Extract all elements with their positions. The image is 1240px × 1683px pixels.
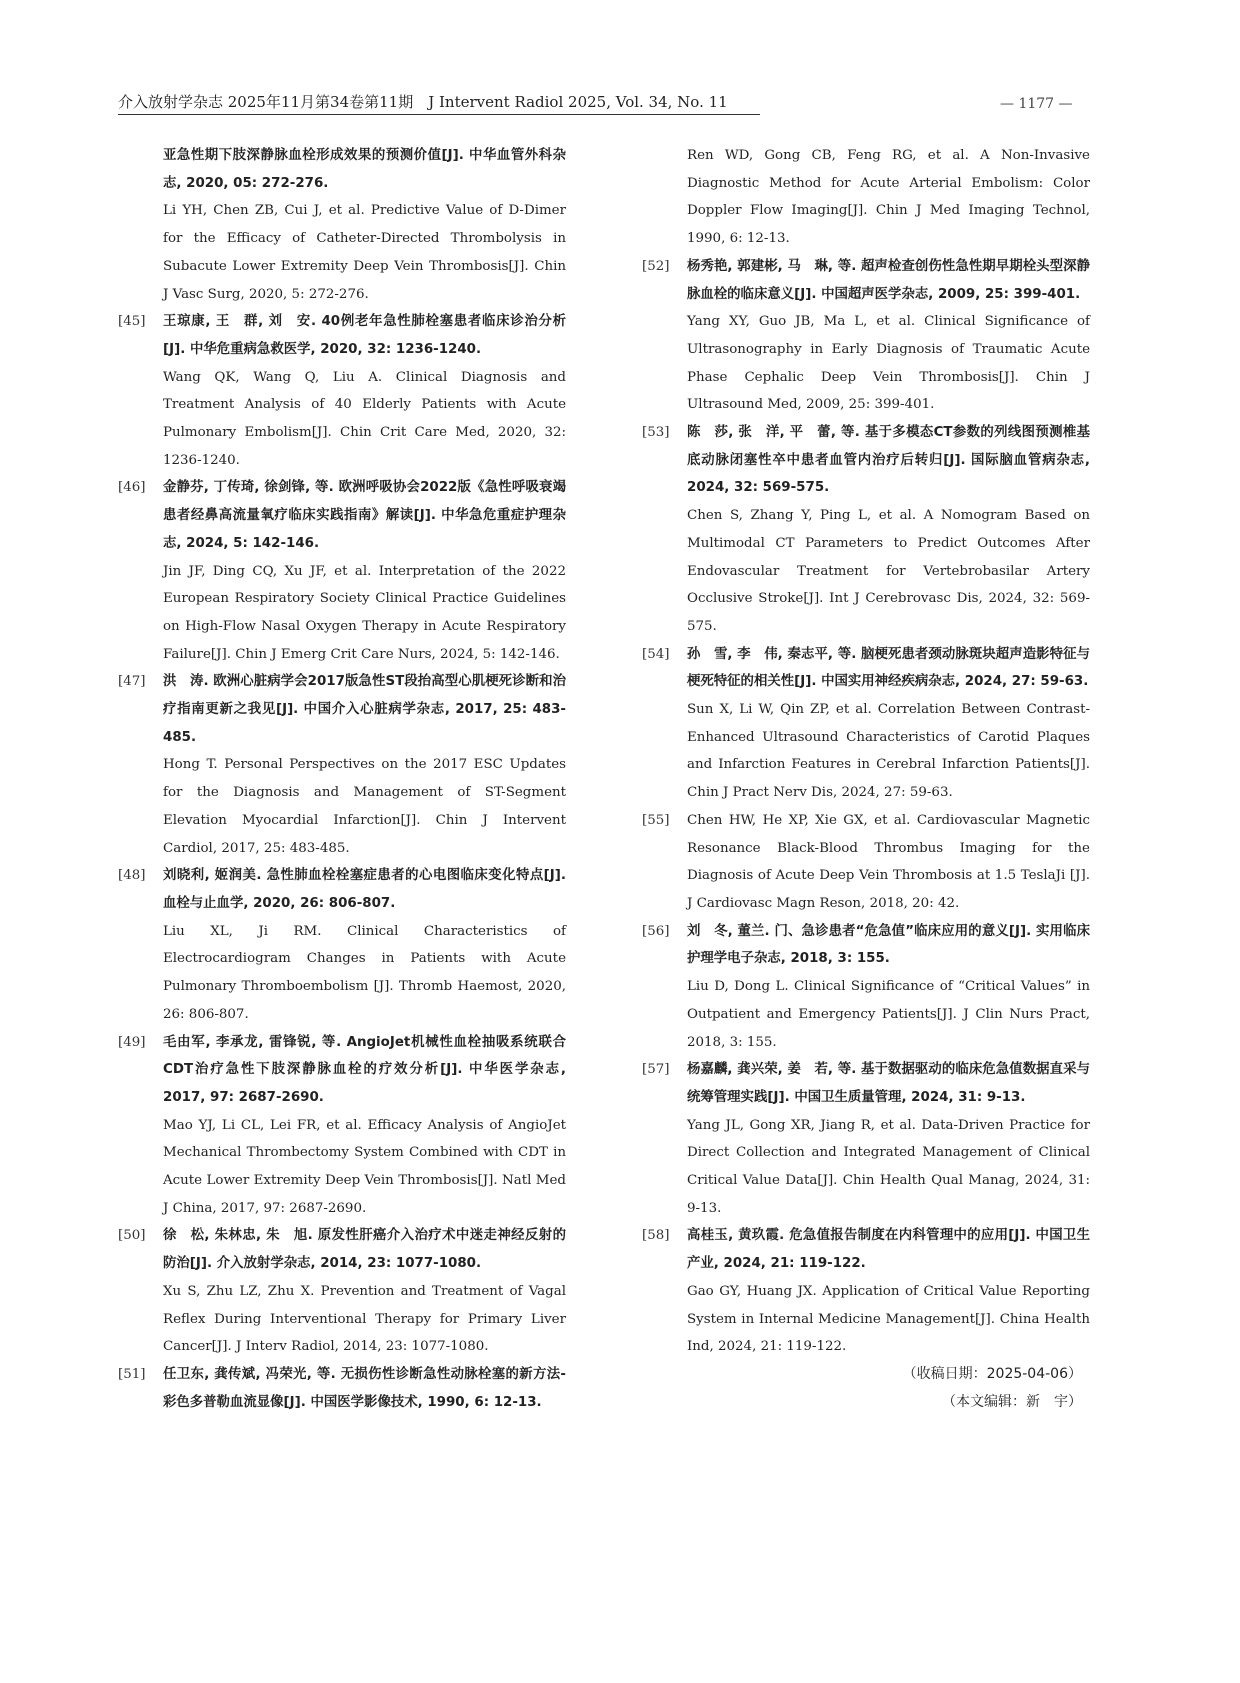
reference-chinese: 刘 冬, 董兰. 门、急诊患者“危急值”临床应用的意义[J]. 实用临床护理学电子杂志, 2018, 3: 155. <box>687 923 1090 967</box>
reference-number: [51] <box>118 1366 146 1382</box>
reference-item <box>118 862 566 1028</box>
reference-number: [57] <box>642 1062 670 1078</box>
page-number: — 1177 — <box>1000 96 1073 112</box>
reference-chinese: 金静芬, 丁传琦, 徐剑锋, 等. 欧洲呼吸协会2022版《急性呼吸衰竭患者经鼻高流量氧疗临床实践指南》解读[J]. 中华急危重症护理杂志, 2024, 5: 142-146. <box>163 480 566 551</box>
reference-item <box>118 1361 566 1416</box>
reference-english: Chen HW, He XP, Xie GX, et al. Cardiovascular Magnetic Resonance Black-Blood Thrombus Imaging for the Diagnosis of Acute Deep Vein Thrombosis at 1.5 TeslaJi [J]. J Cardiovasc Magn Reson, 2018, 20: 42. <box>687 812 1090 911</box>
reference-number: [52] <box>642 258 670 274</box>
reference-number: [56] <box>642 923 670 939</box>
reference-number: [50] <box>118 1228 146 1244</box>
reference-item <box>642 807 1090 918</box>
reference-item <box>118 142 566 308</box>
reference-number: [54] <box>642 646 670 662</box>
reference-item <box>118 668 566 862</box>
reference-english: Chen S, Zhang Y, Ping L, et al. A Nomogram Based on Multimodal CT Parameters to Predict Outcomes After Endovascular Treatment for Vertebrobasilar Artery Occlusive Stroke[J]. Int J Cerebrovasc Dis, 2024, 32: 569-575. <box>687 508 1090 634</box>
reference-english: Liu D, Dong L. Clinical Significance of “Critical Values” in Outpatient and Emergency Patients[J]. J Clin Nurs Pract, 2018, 3: 155. <box>687 979 1090 1050</box>
reference-number: [53] <box>642 425 670 441</box>
reference-item <box>642 1056 1090 1222</box>
reference-item <box>118 308 566 474</box>
reference-item <box>642 142 1090 253</box>
right-column <box>642 142 1090 1416</box>
left-column <box>118 142 566 1416</box>
reference-chinese: 任卫东, 龚传斌, 冯荣光, 等. 无损伤性诊断急性动脉栓塞的新方法-彩色多普勒血流显像[J]. 中国医学影像技术, 1990, 6: 12-13. <box>163 1366 566 1410</box>
reference-chinese: 刘晓利, 姬润美. 急性肺血栓栓塞症患者的心电图临床变化特点[J]. 血栓与止血学, 2020, 26: 806-807. <box>163 868 566 911</box>
reference-chinese: 陈 莎, 张 洋, 平 蕾, 等. 基于多模态CT参数的列线图预测椎基底动脉闭塞性卒中患者血管内治疗后转归[J]. 国际脑血管病杂志, 2024, 32: 569-575. <box>687 425 1090 496</box>
reference-english: Hong T. Personal Perspectives on the 2017 ESC Updates for the Diagnosis and Management of ST-Segment Elevation Myocardial Infarction[J]. Chin J Intervent Cardiol, 2017, 25: 483-485. <box>163 757 566 856</box>
reference-chinese: 毛由军, 李承龙, 雷锋锐, 等. AngioJet机械性血栓抽吸系统联合CDT治疗急性下肢深静脉血栓的疗效分析[J]. 中华医学杂志, 2017, 97: 2687-2690. <box>163 1034 566 1105</box>
reference-english: Ren WD, Gong CB, Feng RG, et al. A Non-Invasive Diagnostic Method for Acute Arterial Embolism: Color Doppler Flow Imaging[J]. Chin J Med Imaging Technol, 1990, 6: 12-13. <box>687 148 1090 247</box>
reference-chinese: 孙 雪, 李 伟, 秦志平, 等. 脑梗死患者颈动脉斑块超声造影特征与梗死特征的相关性[J]. 中国实用神经疾病杂志, 2024, 27: 59-63. <box>687 646 1090 690</box>
reference-item <box>118 1029 566 1223</box>
reference-english: Mao YJ, Li CL, Lei FR, et al. Efficacy Analysis of AngioJet Mechanical Thrombectomy System Combined with CDT in Acute Lower Extremity Deep Vein Thrombosis[J]. Natl Med J China, 2017, 97: 2687-2690. <box>163 1117 566 1216</box>
reference-chinese: 亚急性期下肢深静脉血栓形成效果的预测价值[J]. 中华血管外科杂志, 2020, 05: 272-276. <box>163 148 566 191</box>
reference-list-left <box>118 142 566 1416</box>
reference-number: [45] <box>118 314 146 330</box>
reference-english: Sun X, Li W, Qin ZP, et al. Correlation Between Contrast-Enhanced Ultrasound Characteristics of Carotid Plaques and Infarction Features in Cerebral Infarction Patients[J]. Chin J Pract Nerv Dis, 2024, 27: 59-63. <box>687 702 1090 801</box>
reference-chinese: 杨嘉麟, 龚兴荣, 姜 若, 等. 基于数据驱动的临床危急值数据直采与统筹管理实践[J]. 中国卫生质量管理, 2024, 31: 9-13. <box>687 1062 1090 1105</box>
reference-number: [55] <box>642 812 670 828</box>
reference-english: Xu S, Zhu LZ, Zhu X. Prevention and Treatment of Vagal Reflex During Interventional Therapy for Primary Liver Cancer[J]. J Interv Radiol, 2014, 23: 1077-1080. <box>163 1283 566 1355</box>
reference-item <box>642 253 1090 419</box>
reference-english: Yang XY, Guo JB, Ma L, et al. Clinical Significance of Ultrasonography in Early Diagnosis of Traumatic Acute Phase Cephalic Deep Vein Thrombosis[J]. Chin J Ultrasound Med, 2009, 25: 399-401. <box>687 314 1090 413</box>
reference-item <box>118 474 566 668</box>
reference-item <box>642 1222 1090 1361</box>
reference-number: [46] <box>118 480 146 496</box>
reference-english: Wang QK, Wang Q, Liu A. Clinical Diagnosis and Treatment Analysis of 40 Elderly Patients with Acute Pulmonary Embolism[J]. Chin Crit Care Med, 2020, 32: 1236-1240. <box>163 369 566 468</box>
reference-chinese: 杨秀艳, 郭建彬, 马 琳, 等. 超声检查创伤性急性期早期栓头型深静脉血栓的临床意义[J]. 中国超声医学杂志, 2009, 25: 399-401. <box>687 258 1090 302</box>
reference-chinese: 徐 松, 朱林忠, 朱 旭. 原发性肝癌介入治疗术中迷走神经反射的防治[J]. 介入放射学杂志, 2014, 23: 1077-1080. <box>163 1228 566 1272</box>
reference-english: Gao GY, Huang JX. Application of Critical Value Reporting System in Internal Medicine Management[J]. China Health Ind, 2024, 21: 119-122. <box>687 1283 1090 1355</box>
received-date: （收稿日期：2025-04-06） <box>902 1365 1082 1382</box>
reference-number: [49] <box>118 1034 146 1050</box>
reference-item <box>642 641 1090 807</box>
reference-chinese: 洪 涛. 欧洲心脏病学会2017版急性ST段抬高型心肌梗死诊断和治疗指南更新之我见[J]. 中国介入心脏病学杂志, 2017, 25: 483-485. <box>163 674 566 745</box>
running-header: 介入放射学杂志 2025年11月第34卷第11期 J Intervent Radiol 2025, Vol. 34, No. 11 <box>118 90 760 115</box>
reference-list-right <box>642 142 1090 1361</box>
reference-english: Yang JL, Gong XR, Jiang R, et al. Data-Driven Practice for Direct Collection and Integrated Management of Clinical Critical Value Data[J]. Chin Health Qual Manag, 2024, 31: 9-13. <box>687 1117 1090 1216</box>
reference-number: [48] <box>118 868 146 884</box>
reference-number: [58] <box>642 1228 670 1244</box>
reference-english: Liu XL, Ji RM. Clinical Characteristics of Electrocardiogram Changes in Patients with Acute Pulmonary Thromboembolism [J]. Thromb Haemost, 2020, 26: 806-807. <box>163 923 566 1022</box>
reference-chinese: 高桂玉, 黄玖霞. 危急值报告制度在内科管理中的应用[J]. 中国卫生产业, 2024, 21: 119-122. <box>687 1228 1090 1272</box>
reference-number: [47] <box>118 674 146 690</box>
reference-item <box>118 1222 566 1361</box>
editor-note: （本文编辑：新 宇） <box>942 1393 1082 1410</box>
reference-item <box>642 419 1090 641</box>
reference-english: Jin JF, Ding CQ, Xu JF, et al. Interpretation of the 2022 European Respiratory Society Clinical Practice Guidelines on High-Flow Nasal Oxygen Therapy in Acute Respiratory Failure[J]. Chin J Emerg Crit Care Nurs, 2024, 5: 142-146. <box>163 563 566 662</box>
reference-chinese: 王琼康, 王 群, 刘 安. 40例老年急性肺栓塞患者临床诊治分析[J]. 中华危重病急救医学, 2020, 32: 1236-1240. <box>163 314 566 357</box>
reference-english: Li YH, Chen ZB, Cui J, et al. Predictive Value of D-Dimer for the Efficacy of Catheter-Directed Thrombolysis in Subacute Lower Extremity Deep Vein Thrombosis[J]. Chin J Vasc Surg, 2020, 5: 272-276. <box>163 203 566 302</box>
reference-item <box>642 918 1090 1057</box>
